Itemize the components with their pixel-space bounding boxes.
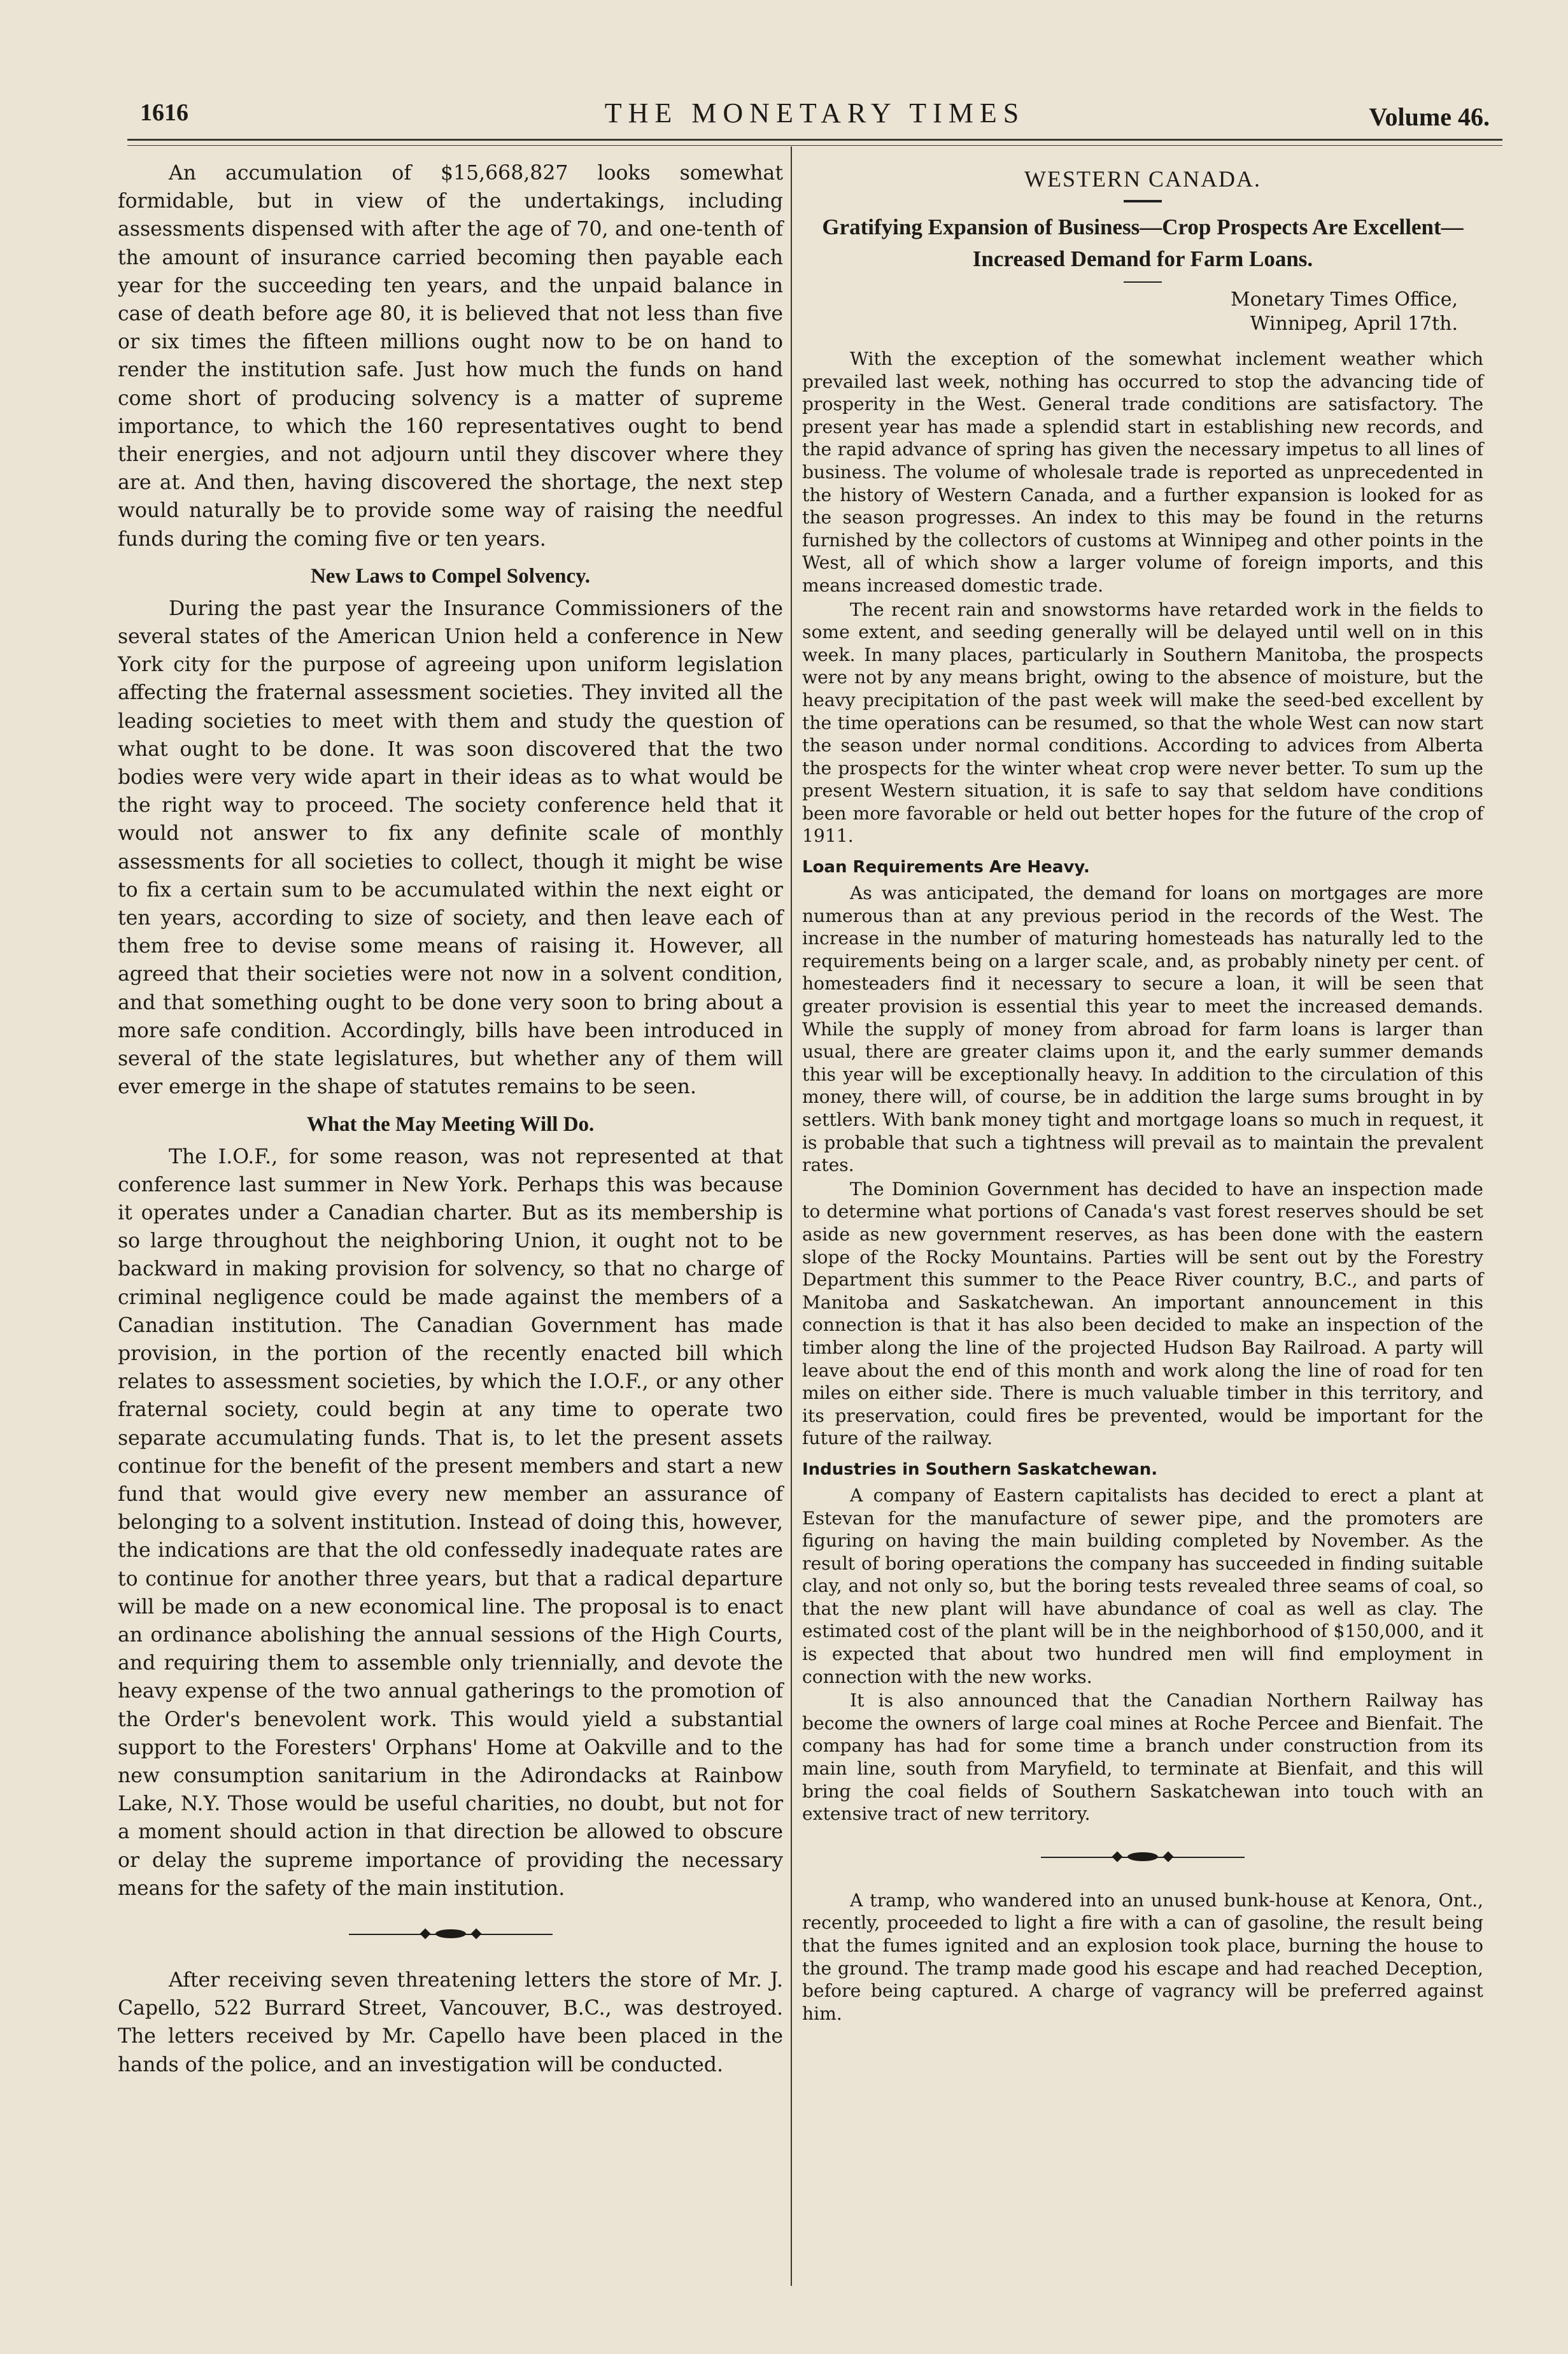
capello-paragraph: After receiving seven threatening letters the store of Mr. J. Capello, 522 Burrard Street, Vancouver, B.C., was destroyed. The letters received by Mr. Capello have been placed in the hands of the police, and an investigation will be conducted. (118, 1968, 783, 2076)
may-meeting-paragraph: The I.O.F., for some reason, was not represented at that conference last summer in New York. Perhaps this was because it operates under a Canadian charter. But as its membership is so large throughout the neighboring Union, it ought not to be backward in making provision for solvency, so that no charge of criminal negligence could be made against the members of a Canadian institution. The Canadian Government has made provision, in the portion of the recently enacted bill which relates to assessment societies, by which the I.O.F., or any other fraternal society, could begin at any time to operate two separate accumulating funds. That is, to let the present assets continue for the benefit of the present members and start a new fund that would give every new member an assurance of belonging to a solvent institution. Instead of doing this, however, the indications are that the old confessedly inadequate rates are to continue for another three years, but that a radical departure will be made on a new economical line. The proposal is to enact an ordinance abolishing the annual sessions of the High Courts, and requiring them to assemble only triennially, and devote the heavy expense of the two annual gatherings to the promotion of the Order's benevolent work. This would yield a substantial support to the Foresters' Orphans' Home at Oakville and to the new consumption sanitarium in the Adirondacks at Rainbow Lake, N.Y. Those would be useful charities, no doubt, but not for a moment should action in that direction be allowed to obscure or delay the supreme importance of providing the necessary means for the safety of the main institution. (118, 1145, 783, 1900)
header-rule-thin (127, 145, 1502, 146)
forest-paragraph: The Dominion Government has decided to have an inspection made to determine what portions of Canada's vast forest reserves should be set aside as new government reserves, as has been done with the eastern slope of the Rocky Mountains. Parties will be sent out by the Forestry Department this summer to the Peace River country, B.C., and parts of Manitoba and Saskatchewan. An important announcement in this connection is that it has also been decided to make an inspection of the timber along the line of the projected Hudson Bay Railroad. A party will leave about the end of this month and work along the line of road for ten miles on either side. There is much valuable timber in this territory, and its preservation, could fires be prevented, would be important for the future of the railway. (802, 1178, 1483, 1449)
ornament-divider-right (802, 1845, 1483, 1870)
tramp-paragraph: A tramp, who wandered into an unused bunk-house at Kenora, Ont., recently, proceeded to light a fire with a can of gasoline, the result being that the fumes ignited and an explosion took place, burning the house to the ground. The tramp made good his escape and had reached Deception, before being captured. A charge of vagrancy will be preferred against him. (802, 1889, 1483, 2024)
loans-paragraph: As was anticipated, the demand for loans on mortgages are more numerous than at any previous period in the records of the West. The increase in the number of maturing homesteads has naturally led to the requirements being on a larger scale, and, as probably ninety per cent. of homesteaders find it necessary to secure a loan, it will be seen that greater provision is essential this year to meet the increased demands. While the supply of money from abroad for farm loans is larger than usual, there are greater claims upon it, and the early summer demands this year will be exceptionally heavy. In addition to the circulation of this money, there will, of course, be in addition the large sums brought in by settlers. With bank money tight and mortgage loans so much in request, it is probable that such a tightness will prevail as to maintain the prevalent rates. (802, 883, 1483, 1176)
header-rule (127, 139, 1502, 141)
title-rule (1124, 200, 1162, 202)
weather-paragraph: The recent rain and snowstorms have retarded work in the fields to some extent, and seeding generally will be delayed until well on in this week. In many places, particularly in Southern Manitoba, the prospects were not by any means bright, owing to the absence of moisture, but the heavy precipitation of the past week will make the seed-bed excellent by the time operations can be resumed, so that the whole West can now start the season under normal conditions. According to advices from Alberta the prospects for the winter wheat crop were never better. To sum up the present Western situation, it is safe to say that seldom have conditions been more favorable or held out better hopes for the future of the crop of 1911. (802, 599, 1483, 847)
dateline-office: Monetary Times Office, (1231, 288, 1458, 311)
page-header (127, 89, 1502, 140)
article-headline: Gratifying Expansion of Business—Crop Prospects Are Excellent—Increased Demand for Farm Loans. (822, 215, 1464, 271)
intro-paragraph: An accumulation of $15,668,827 looks somewhat formidable, but in view of the undertakings, including assessments dispensed with after the age of 70, and one-tenth of the amount of insurance carried becoming then payable each year for the succeeding ten years, and the unpaid balance in case of death before age 80, it is believed that not less than five or six times the fifteen millions ought now to be on hand to render the institution safe. Just how much the funds on hand come short of producing solvency is a matter of supreme importance, to which the 160 representatives ought to bend their energies, and not adjourn until they discover where they are at. And then, having discovered the shortage, the next step would naturally be to provide some way of raising the needful funds during the coming five or ten years. (118, 162, 783, 551)
column-divider (791, 146, 792, 2286)
solvency-paragraph: During the past year the Insurance Commissioners of the several states of the American Union held a conference in New York city for the purpose of agreeing upon uniform legislation affecting the fraternal assessment societies. They invited all the leading societies to meet with them and study the question of what ought to be done. It was soon discovered that the two bodies were very wide apart in their ideas as to what would be the right way to proceed. The society conference held that it would not answer to fix any definite scale of monthly assessments for all societies to collect, though it might be wise to fix a certain sum to be accumulated within the next eight or ten years, according to size of society, and then leave each of them free to devise some means of raising it. However, all agreed that their societies were not now in a solvent condition, and that something ought to be done very soon to bring about a more safe condition. Accordingly, bills have been introduced in several of the state legislatures, but whether any of them will ever emerge in the shape of statutes remains to be seen. (118, 597, 783, 1099)
section-title-solvency: New Laws to Compel Solvency. (310, 564, 591, 588)
ornament-divider (118, 1922, 783, 1947)
estevan-paragraph: A company of Eastern capitalists has decided to erect a plant at Estevan for the manufacture of sewer pipe, and the promoters are figuring on having the main building completed by November. As the result of boring operations the company has succeeded in finding suitable clay, and not only so, but the boring tests revealed three seams of coal, so that the new plant will have abundance of coal as well as clay. The estimated cost of the plant will be in the neighborhood of $150,000, and it is expected that about two hundred men will find employment in connection with the new works. (802, 1484, 1483, 1687)
section-title-may-meeting: What the May Meeting Will Do. (306, 1112, 595, 1136)
western-canada-title: WESTERN CANADA. (1024, 166, 1261, 192)
dateline-place: Winnipeg, April 17th. (1250, 313, 1458, 335)
subhead-industries: Industries in Southern Saskatchewan. (802, 1459, 1158, 1479)
prosperity-paragraph: With the exception of the somewhat inclement weather which prevailed last week, nothing has occurred to stop the advancing tide of prosperity in the West. General trade conditions are satisfactory. The present year has made a splendid start in establishing new records, and the rapid advance of spring has given the necessary impetus to all lines of business. The volume of wholesale trade is reported as unprecedented in the history of Western Canada, and a further expansion is looked for as the season progresses. An index to this may be found in the returns furnished by the collectors of customs at Winnipeg and other points in the West, all of which show a larger volume of foreign imports, and this means increased domestic trade. (802, 348, 1483, 596)
dateline (802, 288, 1458, 336)
railway-paragraph: It is also announced that the Canadian Northern Railway has become the owners of large coal mines at Roche Percee and Bienfait. The company has had for some time a branch under construction from its main line, south from Maryfield, to terminate at Bienfait, and this will bring the coal fields of Southern Saskatchewan into touch with an extensive tract of new territory. (802, 1690, 1483, 1825)
subhead-loans: Loan Requirements Are Heavy. (802, 858, 1090, 877)
left-column (118, 159, 783, 2081)
headline-rule (1124, 281, 1162, 283)
page-number: 1616 (140, 99, 188, 126)
volume-label: Volume 46. (1369, 103, 1490, 131)
right-column (802, 159, 1483, 2026)
journal-title: THE MONETARY TIMES (604, 97, 1026, 129)
